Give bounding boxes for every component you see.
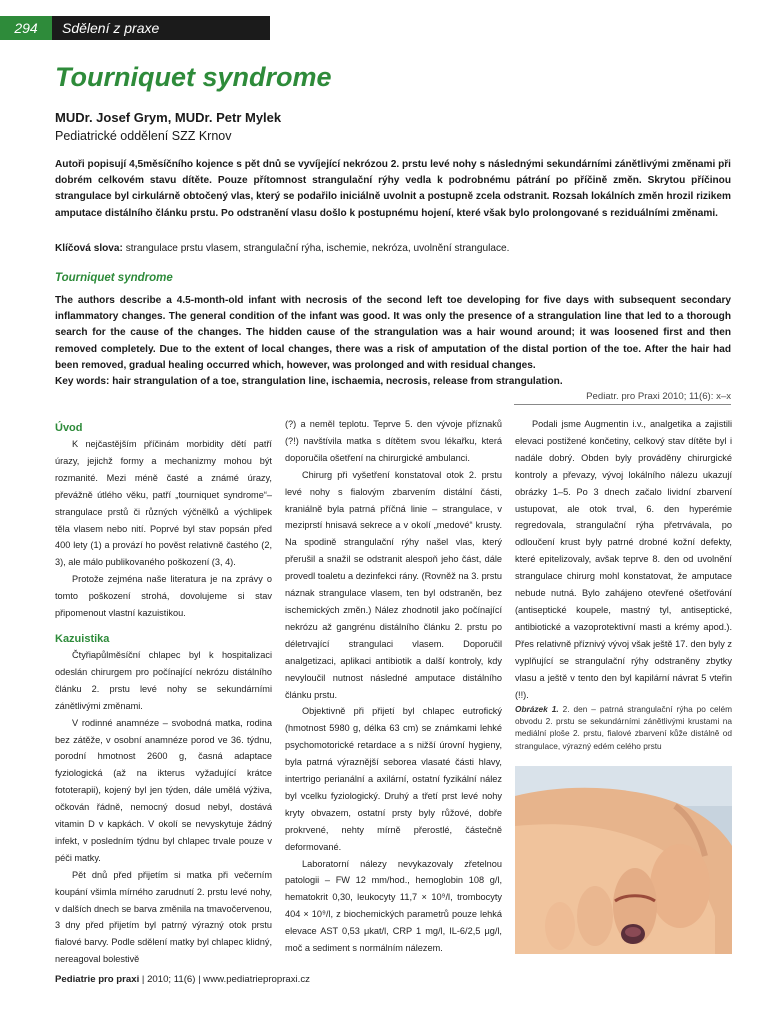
paragraph: Chirurg při vyšetření konstatoval otok 2. prstu levé nohy s fialovým zbarvením distální části, kraniálně byla patrná příčná linie – strangulace, v meziprstí hnisavá sekrece a v okolí „medové“ krusty. Na spodině strangulační rýhy našel vlas, který přerušil a snažil se odstranit alespoň jeho část, dále provedl toaletu a dezinfekci rány. (Rovněž na 3. prstu náznak strangulace vlasem, ten byl odstraněn, bez ischemických změn.) Nález zhodnotil jako počínající nekrózu až gangrénu distálního článku 2. prstu po déletrvající strangulaci vlasem. Doporučil analgetizaci, aplikaci antibiotik a další kontroly, kdy nevyloučil nutnost následné amputace distálního článku prstu. [285, 469, 502, 700]
authors: MUDr. Josef Grym, MUDr. Petr Mylek [55, 110, 282, 125]
keywords-english-text: hair strangulation of a toe, strangulation line, ischaemia, necrosis, release from strangulation. [112, 376, 563, 387]
citation: Pediatr. pro Praxi 2010; 11(6): x–x [514, 391, 731, 405]
abstract-czech: Autoři popisují 4,5měsíčního kojence s pět dnů se vyvíjející nekrózou 2. prstu levé nohy s následnými sekundárními zánětlivými změnami při dobrém celkovém stavu dítěte. Pouze přítomnost strangulační rýhy vedla k podrobnému pátrání po příčině změn. Skrytou příčinou strangulace byl cirkulárně obtočený vlas, který se podařilo iniciálně uvolnit a postupně zcela odstranit. Rozsah lokálních změn hrozil rizikem amputace distálního článku prstu. Po odstranění vlasu došlo k postupnému hojení, které však bylo prolongované s reziduálními změnami. [55, 159, 731, 219]
keywords-czech-text: strangulace prstu vlasem, strangulační rýha, ischemie, nekróza, uvolnění strangulace. [125, 243, 510, 254]
paragraph: (?) a neměl teplotu. Teprve 5. den vývoje příznaků (?!) navštívila matka s dítětem svou lékařku, která doporučila ošetření na chirurgické ambulanci. [285, 419, 502, 463]
footer-separator: | [141, 974, 145, 985]
paragraph: Laboratorní nálezy nevykazovaly zřetelnou patologii – FW 12 mm/hod., hemoglobin 108 g/l, hematokrit 0,30, leukocyty 11,7 × 10⁹/l, trombocyty 404 × 10⁹/l, z biochemických parametrů pouze lehká elevace AST 0,53 μkat/l, CRP 1 mg/l, IL-6/2,5 μg/l, moč a sediment s normálním nálezem. [285, 858, 502, 954]
section-heading-uvod: Úvod [55, 422, 83, 434]
abstract-english: The authors describe a 4.5-month-old infant with necrosis of the second left toe developing for five days with subsequent secondary inflammatory changes. The general condition of the infant was good. It was only the presence of a strangulation line that led to a thorough search for the cause of the changes. The hidden cause of the strangulation was a hair wound around; it was loosened first and then removed completely. Due to the extent of local changes, there was a risk of amputation of the distal portion of the toe. After the hair had been removed, gradual healing occurred which, however, was prolonged and with residual changes. [55, 295, 731, 371]
paragraph: Čtyřiapůlměsíční chlapec byl k hospitalizaci odeslán chirurgem pro počínající nekrózu distálního článku 2. prstu levé nohy se sekundárními zánětlivými změnami. [55, 649, 272, 711]
section-heading-kazuistika: Kazuistika [55, 632, 110, 645]
figure-caption-text: 2. den – patrná strangulační rýha po celém obvodu 2. prstu se sekundárními zánětlivými krustami na mediální ploše 2. prstu, fialové zbarvení kůže distálně od strangulace, výrazný edém celého prstu [515, 704, 732, 751]
footer-journal: Pediatrie pro praxi [55, 974, 140, 985]
page-number: 294 [0, 16, 52, 40]
paragraph: V rodinné anamnéze – svobodná matka, rodina bez zátěže, v osobní anamnéze porod ve 36. týdnu, porodní hmotnost 2600 g, časná adaptace fyziologická (až na ikterus vyžadující krátce fototerapii), kojený byl jen týden, dále umělá výživa, očkován řádně, nemocný dosud nebyl, dostává vitamin D v kapkách. V okolí se nevyskytuje žádný infekt, v posledním týdnu byl chlapec trvale pouze v péči matky. [55, 717, 272, 863]
keywords-english-label: Key words: [55, 376, 110, 387]
article-title: Tourniquet syndrome [55, 62, 332, 92]
footer-url[interactable]: www.pediatriepropraxi.cz [203, 974, 310, 985]
english-title: Tourniquet syndrome [55, 272, 173, 284]
body-column-1 [55, 416, 272, 968]
paragraph: Pět dnů před přijetím si matka při večerním koupání všimla mírného zarudnutí 2. prstu levé nohy, v dalších dnech se barva změnila na tmavočervenou, 3 dny před přijetím byl patrný výrazný otok prstu fialové barvy. Podle sdělení matky byl chlapec klidný, nereagoval bolestivě [55, 869, 272, 965]
foot-photo-illustration [515, 766, 732, 954]
affiliation: Pediatrické oddělení SZZ Krnov [55, 129, 232, 143]
paragraph: K nejčastějším příčinám morbidity dětí patří úrazy, jejichž formy a mechanizmy mohou být rozmanité. Mezi méně časté a známé úrazy, převážně útlého věku, patří „tourniquet syndrome“– strangulace prstů či různých výčnělků a výchlipek těla vlasem nebo nití. Poprvé byl stav popsán před 400 lety (1) a provází ho pověst relativně častého (2, 3), ale málo publikovaného poškození (3, 4). [55, 439, 272, 568]
footer [55, 974, 310, 985]
body-column-2 [285, 416, 502, 957]
body-column-3 [515, 416, 732, 703]
figure-photo-infant-foot [515, 766, 732, 954]
figure-label: Obrázek 1. [515, 704, 559, 714]
paragraph: Objektivně při přijetí byl chlapec eutrofický (hmotnost 5980 g, délka 63 cm) se známkami lehké psychomotorické retardace a s nižší úrovní hygieny, byla patrná výraznější seborea vlasaté části hlavy, intertrigo perianální a axilární, ostatní fyzikální nález byl vcelku fyziologický. Druhý a třetí prst levé nohy kryty obvazem, ostatní prsty byly růžové, dobře prokrvené, nehty mírně přerostlé, částečně deformované. [285, 706, 502, 852]
keywords-czech-label: Klíčová slova: [55, 243, 123, 254]
figure-caption [515, 703, 732, 752]
paragraph: Protože zejména naše literatura je na zprávy o tomto poškození strohá, dovolujeme si stav připomenout vlastní kazuistikou. [55, 574, 272, 619]
footer-separator: | [198, 974, 201, 985]
footer-issue: 2010; 11(6) [147, 974, 196, 985]
keywords-czech [55, 241, 731, 257]
keywords-english [55, 374, 731, 390]
paragraph: Podali jsme Augmentin i.v., analgetika a zajistili elevaci postižené končetiny, celkový stav dítěte byl i nadále dobrý. Obden byly prováděny chirurgické kontroly a převazy, vývoj lokálního nálezu ukazují obrázky 1–5. Po 3 dnech začalo lividní zbarvení ustupovat, ale otok trval, 6. den hyperémie regredovala, strangulační rýha přetrvávala, po odloučení krust byly patrné drobné kožní defekty, které epitelizovaly, avšak teprve 8. den od uvolnění strangulace chirurg mohl konstatovat, že amputace nebude nutná. Bylo zahájeno otevřené ošetřování (antiseptické koupele, mastný tyl, antiseptické, antibiotické a vazoprotektivní masti a krémy apod.). Přes relativně příznivý vývoj však ještě 17. den byly z vyplňující se strangulační rýhy odstraněny zbytky vlasu a ještě v tento den byl kapilární návrat 5 vteřin (!!). [515, 419, 732, 700]
section-label: Sdělení z praxe [52, 16, 270, 40]
